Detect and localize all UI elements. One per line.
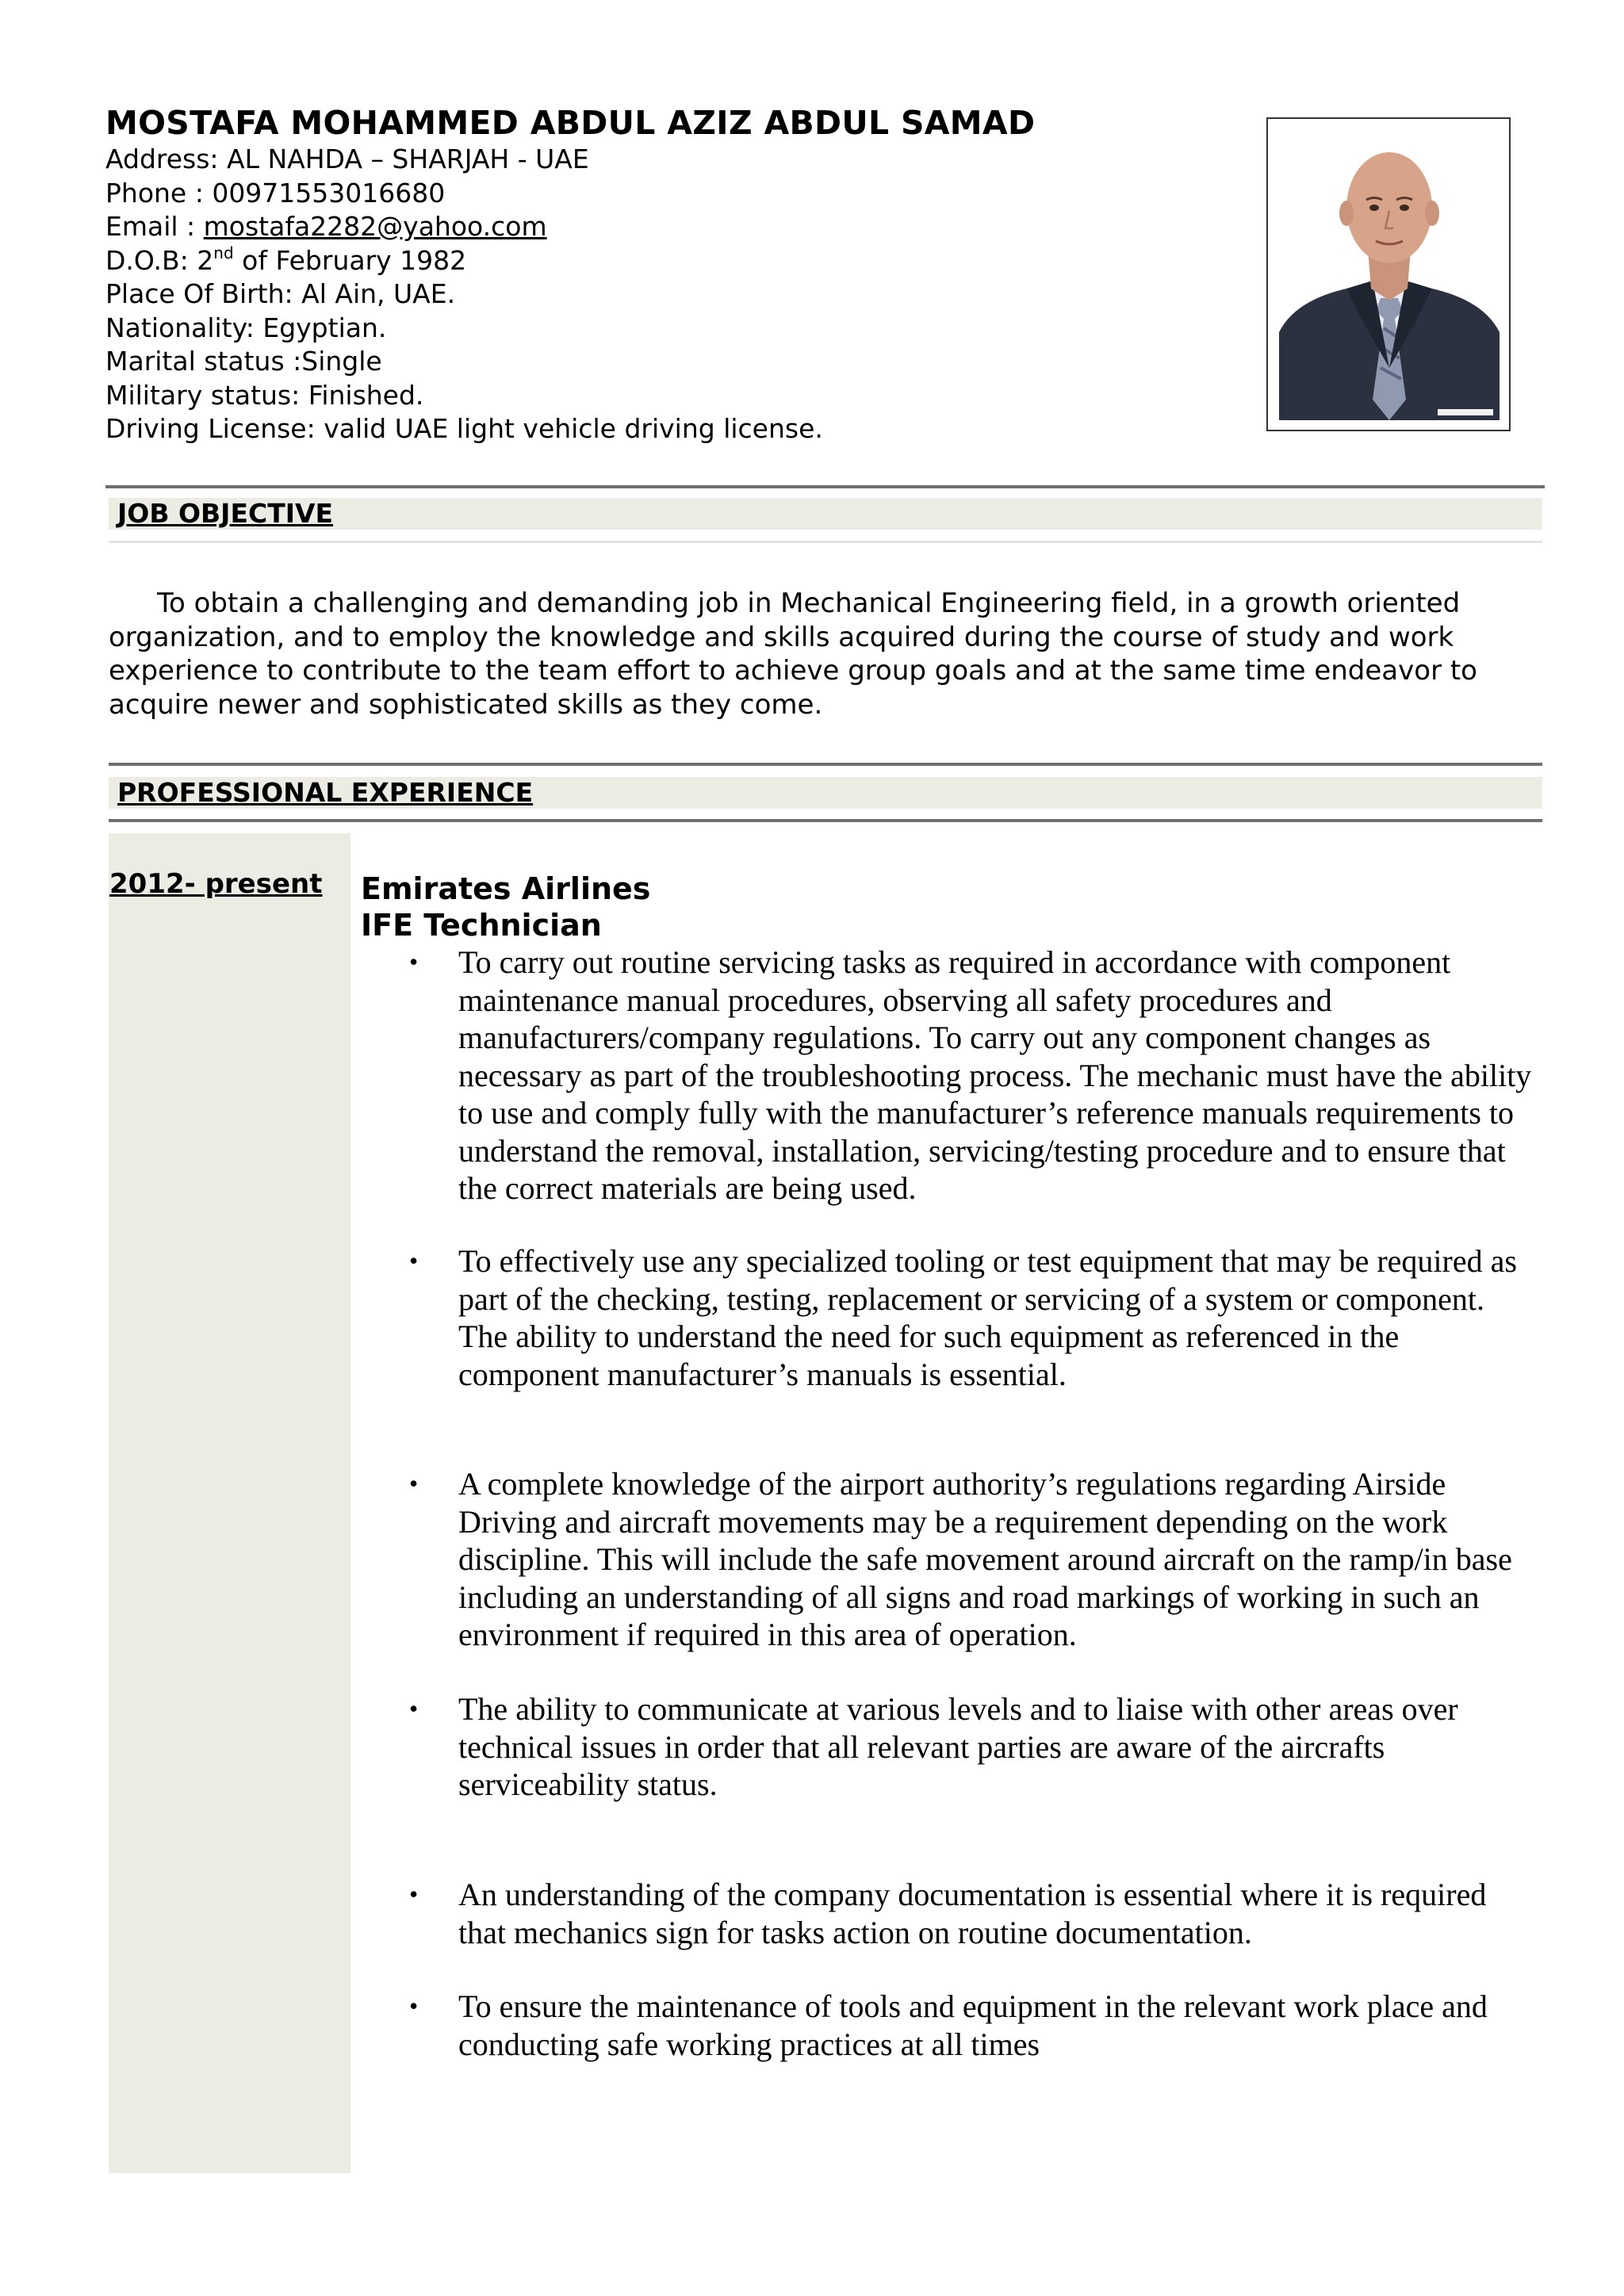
duty-item: To carry out routine servicing tasks as required in accordance with component maintenance manual procedures, observing all safety procedures and manufacturers/company regulations. To carry out any component changes as necessary as part of the troubleshooting process. The mechanic must have the ability to use and comply fully with the manufacturer’s reference manuals requirements to understand the removal, installation, servicing/testing procedure and to ensure that the correct materials are being used. bbox=[458, 944, 1532, 1206]
divider-bottom-objective bbox=[109, 541, 1542, 543]
address: Address: AL NAHDA – SHARJAH - UAE bbox=[105, 144, 589, 174]
divider-top-experience bbox=[109, 763, 1542, 766]
professional-experience-heading: PROFESSIONAL EXPERIENCE bbox=[117, 777, 534, 808]
employment-period: 2012- present bbox=[109, 868, 323, 900]
bullet-icon: • bbox=[409, 947, 419, 976]
portrait-illustration bbox=[1279, 130, 1500, 420]
bullet-icon: • bbox=[409, 1246, 419, 1275]
divider-top-objective bbox=[105, 485, 1545, 488]
candidate-name: MOSTAFA MOHAMMED ABDUL AZIZ ABDUL SAMAD bbox=[105, 104, 1036, 142]
dob-prefix: D.O.B: 2 bbox=[105, 244, 214, 276]
dob-ordinal: nd bbox=[213, 243, 234, 262]
place-of-birth: Place Of Birth: Al Ain, UAE. bbox=[105, 278, 456, 309]
duty-item: An understanding of the company documentation is essential where it is required that mechanics sign for tasks action on routine documentation. bbox=[458, 1877, 1487, 1950]
duty-item: To effectively use any specialized tooling or test equipment that may be required as part of the checking, testing, replacement or servicing of a system or component. The ability to understand the need for such equipment as referenced in the component manufacturer’s manuals is essential. bbox=[458, 1243, 1517, 1392]
phone: Phone : 00971553016680 bbox=[105, 177, 446, 209]
email-line bbox=[105, 210, 1231, 244]
marital-status: Marital status :Single bbox=[105, 346, 382, 377]
nationality: Nationality: Egyptian. bbox=[105, 312, 387, 343]
job-objective-heading: JOB OBJECTIVE bbox=[117, 498, 334, 529]
experience-date-column bbox=[109, 833, 350, 2173]
bullet-icon: • bbox=[409, 1992, 419, 2020]
job-title: IFE Technician bbox=[361, 908, 602, 943]
email-link[interactable]: mostafa2282@yahoo.com bbox=[203, 211, 547, 242]
divider-bottom-experience bbox=[109, 819, 1542, 822]
personal-info bbox=[105, 103, 1231, 446]
dob-suffix: of February 1982 bbox=[233, 244, 467, 276]
bullet-icon: • bbox=[409, 1880, 419, 1908]
employer-name: Emirates Airlines bbox=[361, 871, 651, 906]
duty-item: A complete knowledge of the airport authority’s regulations regarding Airside Driving and aircraft movements may be a requirement depending on the work discipline. This will include the safe movement around aircraft on the ramp/in base including an understanding of all signs and road markings of working in such an environment if required in this area of operation. bbox=[458, 1466, 1512, 1652]
military-status: Military status: Finished. bbox=[105, 379, 424, 411]
date-of-birth bbox=[105, 244, 1231, 278]
driving-license: Driving License: valid UAE light vehicle driving license. bbox=[105, 413, 823, 444]
profile-photo bbox=[1266, 117, 1511, 431]
bullet-icon: • bbox=[409, 1469, 419, 1498]
duty-item: To ensure the maintenance of tools and equipment in the relevant work place and conducting safe working practices at all times bbox=[458, 1988, 1488, 2062]
bullet-icon: • bbox=[409, 1694, 419, 1723]
duty-item: The ability to communicate at various levels and to liaise with other areas over technical issues in order that all relevant parties are aware of the aircrafts serviceability status. bbox=[458, 1691, 1458, 1802]
email-label: Email : bbox=[105, 211, 204, 242]
job-objective-text: To obtain a challenging and demanding job in Mechanical Engineering field, in a growth oriented organization, and to employ the knowledge and skills acquired during the course of study and work experience to contribute to the team effort to achieve group goals and at the same time endeavor to acquire newer and sophisticated skills as they come. bbox=[109, 587, 1477, 721]
